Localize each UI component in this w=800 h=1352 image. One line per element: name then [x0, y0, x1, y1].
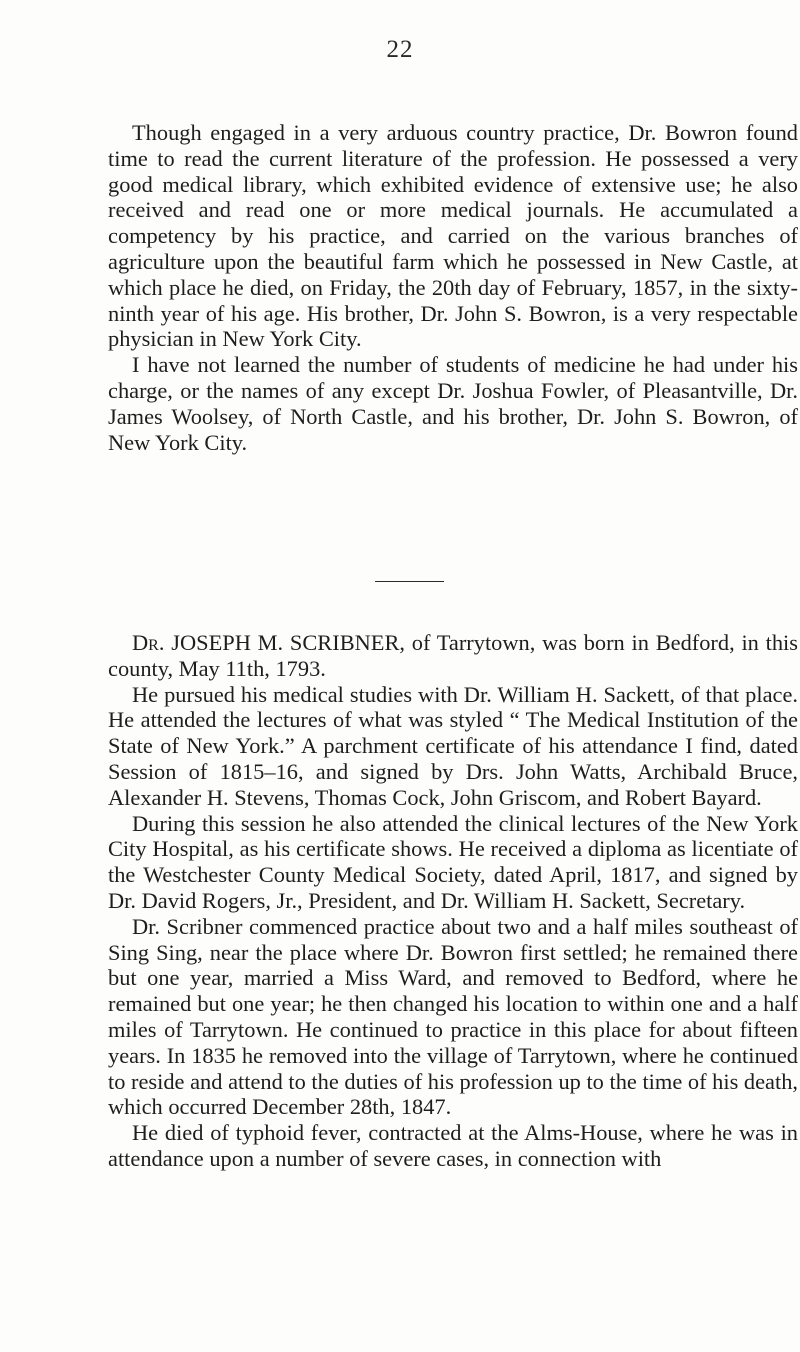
section-divider	[375, 581, 444, 582]
paragraph-bowron-career: Though engaged in a very arduous country practice, Dr. Bowron found time to read the current literature of the profession. He possessed a very good medical library, which exhibited evidence of extensive use; he also received and read one or more medical journals. He accumulated a competency by his practice, and carried on the various branches of agriculture upon the beautiful farm which he possessed in New Castle, at which place he died, on Friday, the 20th day of February, 1857, in the sixty-ninth year of his age. His brother, Dr. John S. Bowron, is a very respectable physician in New York City.	[108, 120, 798, 352]
paragraph-scribner-practice: Dr. Scribner commenced practice about two and a half miles southeast of Sing Sing, near the place where Dr. Bowron first settled; he remained there but one year, married a Miss Ward, and removed to Bedford, where he remained but one year; he then changed his location to within one and a half miles of Tarrytown. He continued to practice in this place for about fifteen years. In 1835 he removed into the village of Tarrytown, where he continued to reside and attend to the duties of his profession up to the time of his death, which occurred December 28th, 1847.	[108, 913, 798, 1120]
paragraph-scribner-death: He died of typhoid fever, contracted at the Alms-House, where he was in attendance upon a number of severe cases, in connection with	[108, 1120, 798, 1171]
lead-title: Dr.	[132, 630, 165, 655]
bowron-section	[108, 120, 798, 455]
scribner-section	[108, 630, 798, 1172]
lead-rest: of Tarrytown, was born in Bedford, in this county, May 11th, 1793.	[108, 630, 798, 681]
paragraph-scribner-studies: He pursued his medical studies with Dr. William H. Sackett, of that place. He attended the lectures of what was styled “ The Medical Institution of the State of New York.” A parchment certificate of his attendance I find, dated Session of 1815–16, and signed by Drs. John Watts, Archibald Bruce, Alexander H. Stevens, Thomas Cock, John Griscom, and Robert Bayard.	[108, 681, 798, 810]
lead-name: JOSEPH M. SCRIBNER,	[171, 630, 406, 655]
paragraph-scribner-hospital: During this session he also attended the clinical lectures of the New York City Hospital, as his certificate shows. He received a diploma as licentiate of the Westchester County Medical Society, dated April, 1817, and signed by Dr. David Rogers, Jr., President, and Dr. William H. Sackett, Secretary.	[108, 810, 798, 913]
paragraph-bowron-students: I have not learned the number of students of medicine he had under his charge, or the names of any except Dr. Joshua Fowler, of Pleasantville, Dr. James Woolsey, of North Castle, and his brother, Dr. John S. Bowron, of New York City.	[108, 352, 798, 455]
page-number: 22	[386, 36, 414, 63]
paragraph-scribner-intro	[108, 630, 798, 682]
